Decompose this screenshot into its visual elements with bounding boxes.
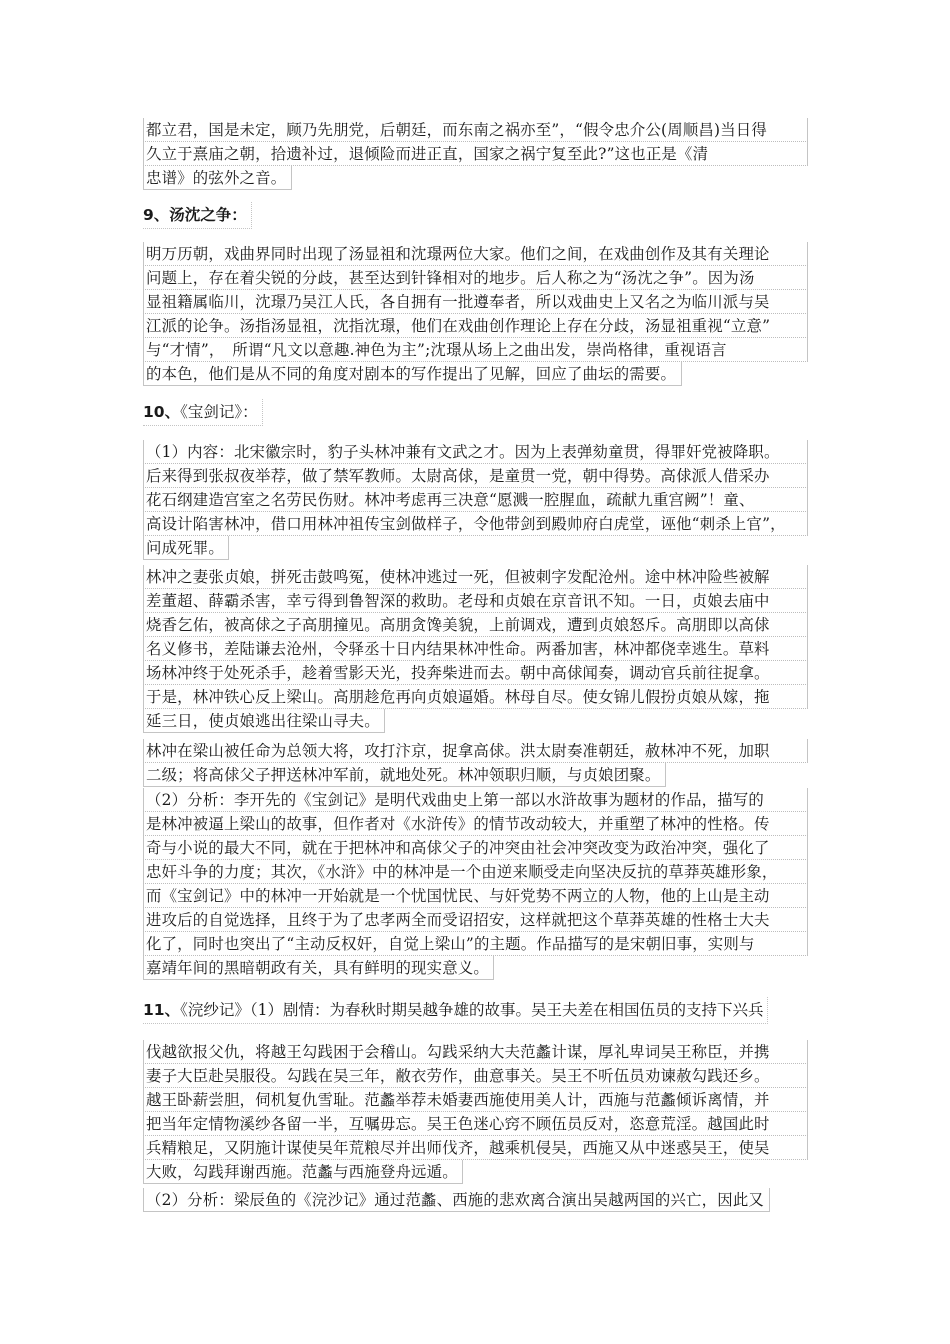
text-line: 而《宝剑记》中的林冲一开始就是一个忧国忧民、与奸党势不两立的人物，他的上山是主动 — [143, 884, 808, 908]
text-line: （2）分析：李开先的《宝剑记》是明代戏曲史上第一部以水浒故事为题材的作品，描写的 — [143, 788, 808, 812]
paragraph-baojianji-ending — [143, 739, 808, 787]
text-line: 伐越欲报父仇，将越王勾践困于会稽山。勾践采纳大夫范蠡计谋，厚礼卑词吴王称臣，并携 — [143, 1040, 808, 1064]
text-line: 忠奸斗争的力度；其次，《水浒》中的林冲是一个由逆来顺受走向坚决反抗的草莽英雄形象， — [143, 860, 808, 884]
text-line: （1）内容：北宋徽宗时，豹子头林冲兼有文武之才。因为上表弹劾童贯，得罪奸党被降职。 — [143, 440, 808, 464]
text-line: 林冲之妻张贞娘，拼死击鼓鸣冤，使林冲逃过一死，但被刺字发配沧州。途中林冲险些被解 — [143, 565, 808, 589]
heading-10 — [143, 399, 263, 426]
text-line: 是林冲被逼上梁山的故事，但作者对《水浒传》的情节改动较大，并重塑了林冲的性格。传 — [143, 812, 808, 836]
text-line: 高设计陷害林冲，借口用林冲祖传宝剑做样子，令他带剑到殿帅府白虎堂，诬他“刺杀上官”， — [143, 512, 808, 536]
paragraph-baojianji-analysis — [143, 788, 808, 980]
text-line: 二级；将高俅父子押送林冲军前，就地处死。林冲领职归顺，与贞娘团聚。 — [143, 763, 666, 787]
heading-9 — [143, 202, 252, 229]
text-line: 忠谱》的弦外之音。 — [143, 166, 292, 190]
heading-11-number: 11、 — [143, 1001, 181, 1019]
text-line: 明万历朝，戏曲界同时出现了汤显祖和沈璟两位大家。他们之间，在戏曲创作及其有关理论 — [143, 242, 808, 266]
heading-9-label: 9、汤沈之争： — [143, 206, 247, 224]
heading-10-title: 《宝剑记》： — [180, 403, 258, 421]
paragraph-tang-shen — [143, 242, 808, 386]
text-line: 越王卧薪尝胆，伺机复仇雪耻。范蠡举荐未婚妻西施使用美人计，西施与范蠡倾诉离情，并 — [143, 1088, 808, 1112]
text-line: 化了，同时也突出了“主动反权奸，自觉上梁山”的主题。作品描写的是宋朝旧事，实则与 — [143, 932, 808, 956]
paragraph-huanshaji-plot — [143, 1040, 808, 1184]
text-line: 延三日，使贞娘逃出往梁山寻夫。 — [143, 709, 385, 733]
text-line: 名义修书，差陆谦去沧州，令驿丞十日内结果林冲性命。两番加害，林冲都侥幸逃生。草料 — [143, 637, 808, 661]
text-line: 进攻后的自觉选择，且终于为了忠孝两全而受诏招安，这样就把这个草莽英雄的性格士大夫 — [143, 908, 808, 932]
text-line: 奇与小说的最大不同，就在于把林冲和高俅父子的冲突由社会冲突改变为政治冲突，强化了 — [143, 836, 808, 860]
heading-11 — [143, 997, 768, 1024]
text-line: 的本色，他们是从不同的角度对剧本的写作提出了见解，回应了曲坛的需要。 — [143, 362, 682, 386]
text-line: 于是，林冲铁心反上梁山。高朋趁危再向贞娘逼婚。林母自尽。使女锦儿假扮贞娘从嫁，拖 — [143, 685, 808, 709]
paragraph-baojianji-plot — [143, 565, 808, 733]
text-line: 花石纲建造宫室之名劳民伤财。林冲考虑再三决意“愿溅一腔腥血，疏献九重宫阙”！童、 — [143, 488, 808, 512]
text-line: 嘉靖年间的黑暗朝政有关，具有鲜明的现实意义。 — [143, 956, 494, 980]
text-line: 后来得到张叔夜举荐，做了禁军教师。太尉高俅，是童贯一党，朝中得势。高俅派人借采办 — [143, 464, 808, 488]
text-line: 把当年定情物溪纱各留一半，互嘱毋忘。吴王色迷心窍不顾伍员反对，恣意荒淫。越国此时 — [143, 1112, 808, 1136]
text-line: 林冲在梁山被任命为总领大将，攻打汴京，捉拿高俅。洪太尉奏准朝廷，赦林冲不死，加职 — [143, 739, 808, 763]
text-line: 场林冲终于处死杀手，趁着雪影天光，投奔柴进而去。朝中高俅闻奏，调动官兵前往捉拿。 — [143, 661, 808, 685]
text-line: 都立君，国是未定，顾乃先朋党，后朝廷，而东南之祸亦至”，“假令忠介公(周顺昌)当日得 — [143, 118, 808, 142]
text-line: 显祖籍属临川，沈璟乃吴江人氏，各自拥有一批遵奉者，所以戏曲史上又名之为临川派与吴 — [143, 290, 808, 314]
paragraph-huanshaji-analysis — [143, 1188, 808, 1212]
text-line: 兵精粮足，又阴施计谋使吴年荒粮尽并出师伐齐，越乘机侵吴，西施又从中迷惑吴王，使吴 — [143, 1136, 808, 1160]
text-line: 与“才情”， 所谓“凡文以意趣.神色为主”;沈璟从场上之曲出发，崇尚格律，重视语言 — [143, 338, 808, 362]
text-line: （2）分析：梁辰鱼的《浣沙记》通过范蠡、西施的悲欢离合演出吴越两国的兴亡，因此又 — [143, 1188, 770, 1212]
text-line: 久立于熹庙之朝，拾遗补过，退倾险而进正直，国家之祸宁复至此?”这也正是《清 — [143, 142, 808, 166]
text-line: 大败，勾践拜谢西施。范蠡与西施登舟远遁。 — [143, 1160, 463, 1184]
text-line: 江派的论争。汤指汤显祖，沈指沈璟，他们在戏曲创作理论上存在分歧，汤显祖重视“立意” — [143, 314, 808, 338]
text-line: 烧香乞佑，被高俅之子高朋撞见。高朋贪馋美貌，上前调戏，遭到贞娘怒斥。高朋即以高俅 — [143, 613, 808, 637]
paragraph-baojianji-content — [143, 440, 808, 560]
text-line: 差董超、薛霸杀害，幸亏得到鲁智深的救助。老母和贞娘在京音讯不知。一日，贞娘去庙中 — [143, 589, 808, 613]
text-line: 问题上，存在着尖锐的分歧，甚至达到针锋相对的地步。后人称之为“汤沈之争”。因为汤 — [143, 266, 808, 290]
heading-10-number: 10、 — [143, 403, 181, 421]
paragraph-intro — [143, 118, 808, 190]
heading-11-text: 《浣纱记》（1）剧情：为春秋时期吴越争雄的故事。吴王夫差在相国伍员的支持下兴兵 — [180, 1001, 764, 1019]
text-line: 问成死罪。 — [143, 536, 229, 560]
text-line: 妻子大臣赴吴服役。勾践在吴三年，敝衣劳作，曲意事关。吴王不听伍员劝谏赦勾践还乡。 — [143, 1064, 808, 1088]
